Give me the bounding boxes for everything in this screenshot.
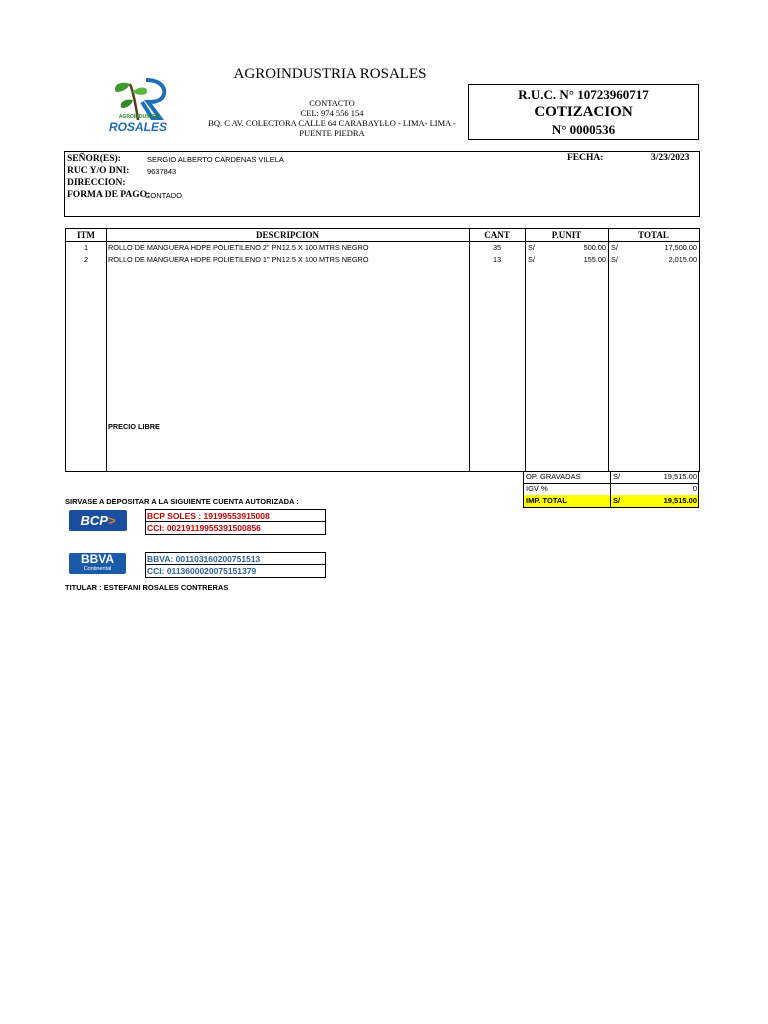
gravadas-currency: S/	[613, 472, 621, 481]
client-ruc: 9637843	[147, 167, 177, 176]
ruc-number: R.U.C. N° 10723960717	[518, 87, 649, 102]
date-value: 3/23/2023	[651, 153, 690, 163]
bcp-logo	[69, 510, 127, 531]
doc-type: COTIZACION	[534, 104, 633, 120]
row-desc: ROLLO DE MANGUERA HDPE POLIETILENO 2" PN12.5 X 100 MTRS NEGRO	[108, 243, 369, 252]
payment-label: FORMA DE PAGO:	[67, 190, 151, 200]
row-cant: 35	[492, 243, 502, 252]
bcp-arrow-icon: >	[107, 513, 116, 528]
contact-address: BQ. C AV. COLECTORA CALLE 64 CARABAYLLO - LIMA- LIMA - PUENTE PIEDRA	[208, 118, 456, 138]
bcp-account: BCP SOLES : 19199553915008	[145, 509, 326, 522]
contact-title: CONTACTO	[309, 98, 355, 108]
client-info-box	[64, 151, 700, 217]
contact-block	[192, 98, 472, 138]
total-label: IMP. TOTAL	[526, 496, 567, 505]
date-label: FECHA:	[567, 153, 604, 163]
row-unit-price: 155.00	[583, 255, 606, 264]
client-name-label: SEÑOR(ES):	[67, 154, 121, 164]
header-punit: P.UNIT	[551, 230, 582, 240]
bbva-logo	[69, 553, 126, 574]
row-desc: ROLLO DE MANGUERA HDPE POLIETILENO 1" PN12.5 X 100 MTRS NEGRO	[108, 255, 369, 264]
items-table	[65, 228, 700, 472]
bcp-cci: CCI: 00219119955391500856	[145, 522, 326, 535]
payment-method: CONTADO	[145, 191, 182, 200]
bcp-logo-text: BCP	[80, 513, 108, 528]
gravadas-value: 19,515.00	[663, 472, 697, 481]
deposit-note: SIRVASE A DEPOSITAR A LA SIGUIENTE CUENTA AUTORIZADA :	[65, 497, 299, 506]
totals-box	[523, 471, 698, 509]
header-cant: CANT	[484, 230, 510, 240]
row-total: 2,015.00	[668, 255, 697, 264]
header-descripcion: DESCRIPCION	[255, 230, 319, 240]
total-value: 19,515.00	[663, 496, 697, 505]
client-address-label: DIRECCION:	[67, 178, 126, 188]
total-row	[523, 495, 699, 508]
logo-text-top: AGROINDUSTRIA	[118, 114, 162, 120]
row-currency: S/	[528, 255, 535, 264]
doc-number: N° 0000536	[551, 122, 616, 137]
row-currency: S/	[611, 255, 618, 264]
header-itm: ITM	[77, 230, 95, 240]
logo-text-main: ROSALES	[108, 120, 167, 134]
row-currency: S/	[611, 243, 618, 252]
bbva-logo-text: BBVA	[80, 552, 115, 566]
client-ruc-label: RUC Y/O DNI:	[67, 166, 130, 176]
contact-phone: CEL: 974 556 154	[300, 108, 364, 118]
table-row	[66, 242, 699, 253]
gravadas-label: OP. GRAVADAS	[526, 472, 581, 481]
igv-value: 0	[692, 484, 697, 493]
bbva-logo-sub: Continental	[83, 566, 112, 572]
company-logo	[96, 76, 178, 136]
bbva-account: BBVA: 001103160200751513	[145, 552, 326, 565]
row-itm: 2	[83, 255, 89, 264]
row-currency: S/	[528, 243, 535, 252]
row-itm: 1	[83, 243, 89, 252]
total-currency: S/	[613, 496, 621, 505]
header-total: TOTAL	[638, 230, 669, 240]
row-cant: 13	[492, 255, 502, 264]
row-unit-price: 500.00	[583, 243, 606, 252]
client-name: SERGIO ALBERTO CARDENAS VILELA	[147, 155, 284, 164]
ruc-box	[468, 84, 699, 140]
company-name: AGROINDUSTRIA ROSALES	[233, 66, 427, 82]
price-note: PRECIO LIBRE	[108, 422, 160, 431]
bbva-cci: CCI: 0113600020075151379	[145, 565, 326, 578]
row-total: 17,500.00	[664, 243, 697, 252]
table-row	[66, 254, 699, 265]
igv-label: IGV %	[526, 484, 548, 493]
price-note-row	[66, 421, 699, 432]
account-holder: TITULAR : ESTEFANI ROSALES CONTRERAS	[65, 583, 229, 592]
